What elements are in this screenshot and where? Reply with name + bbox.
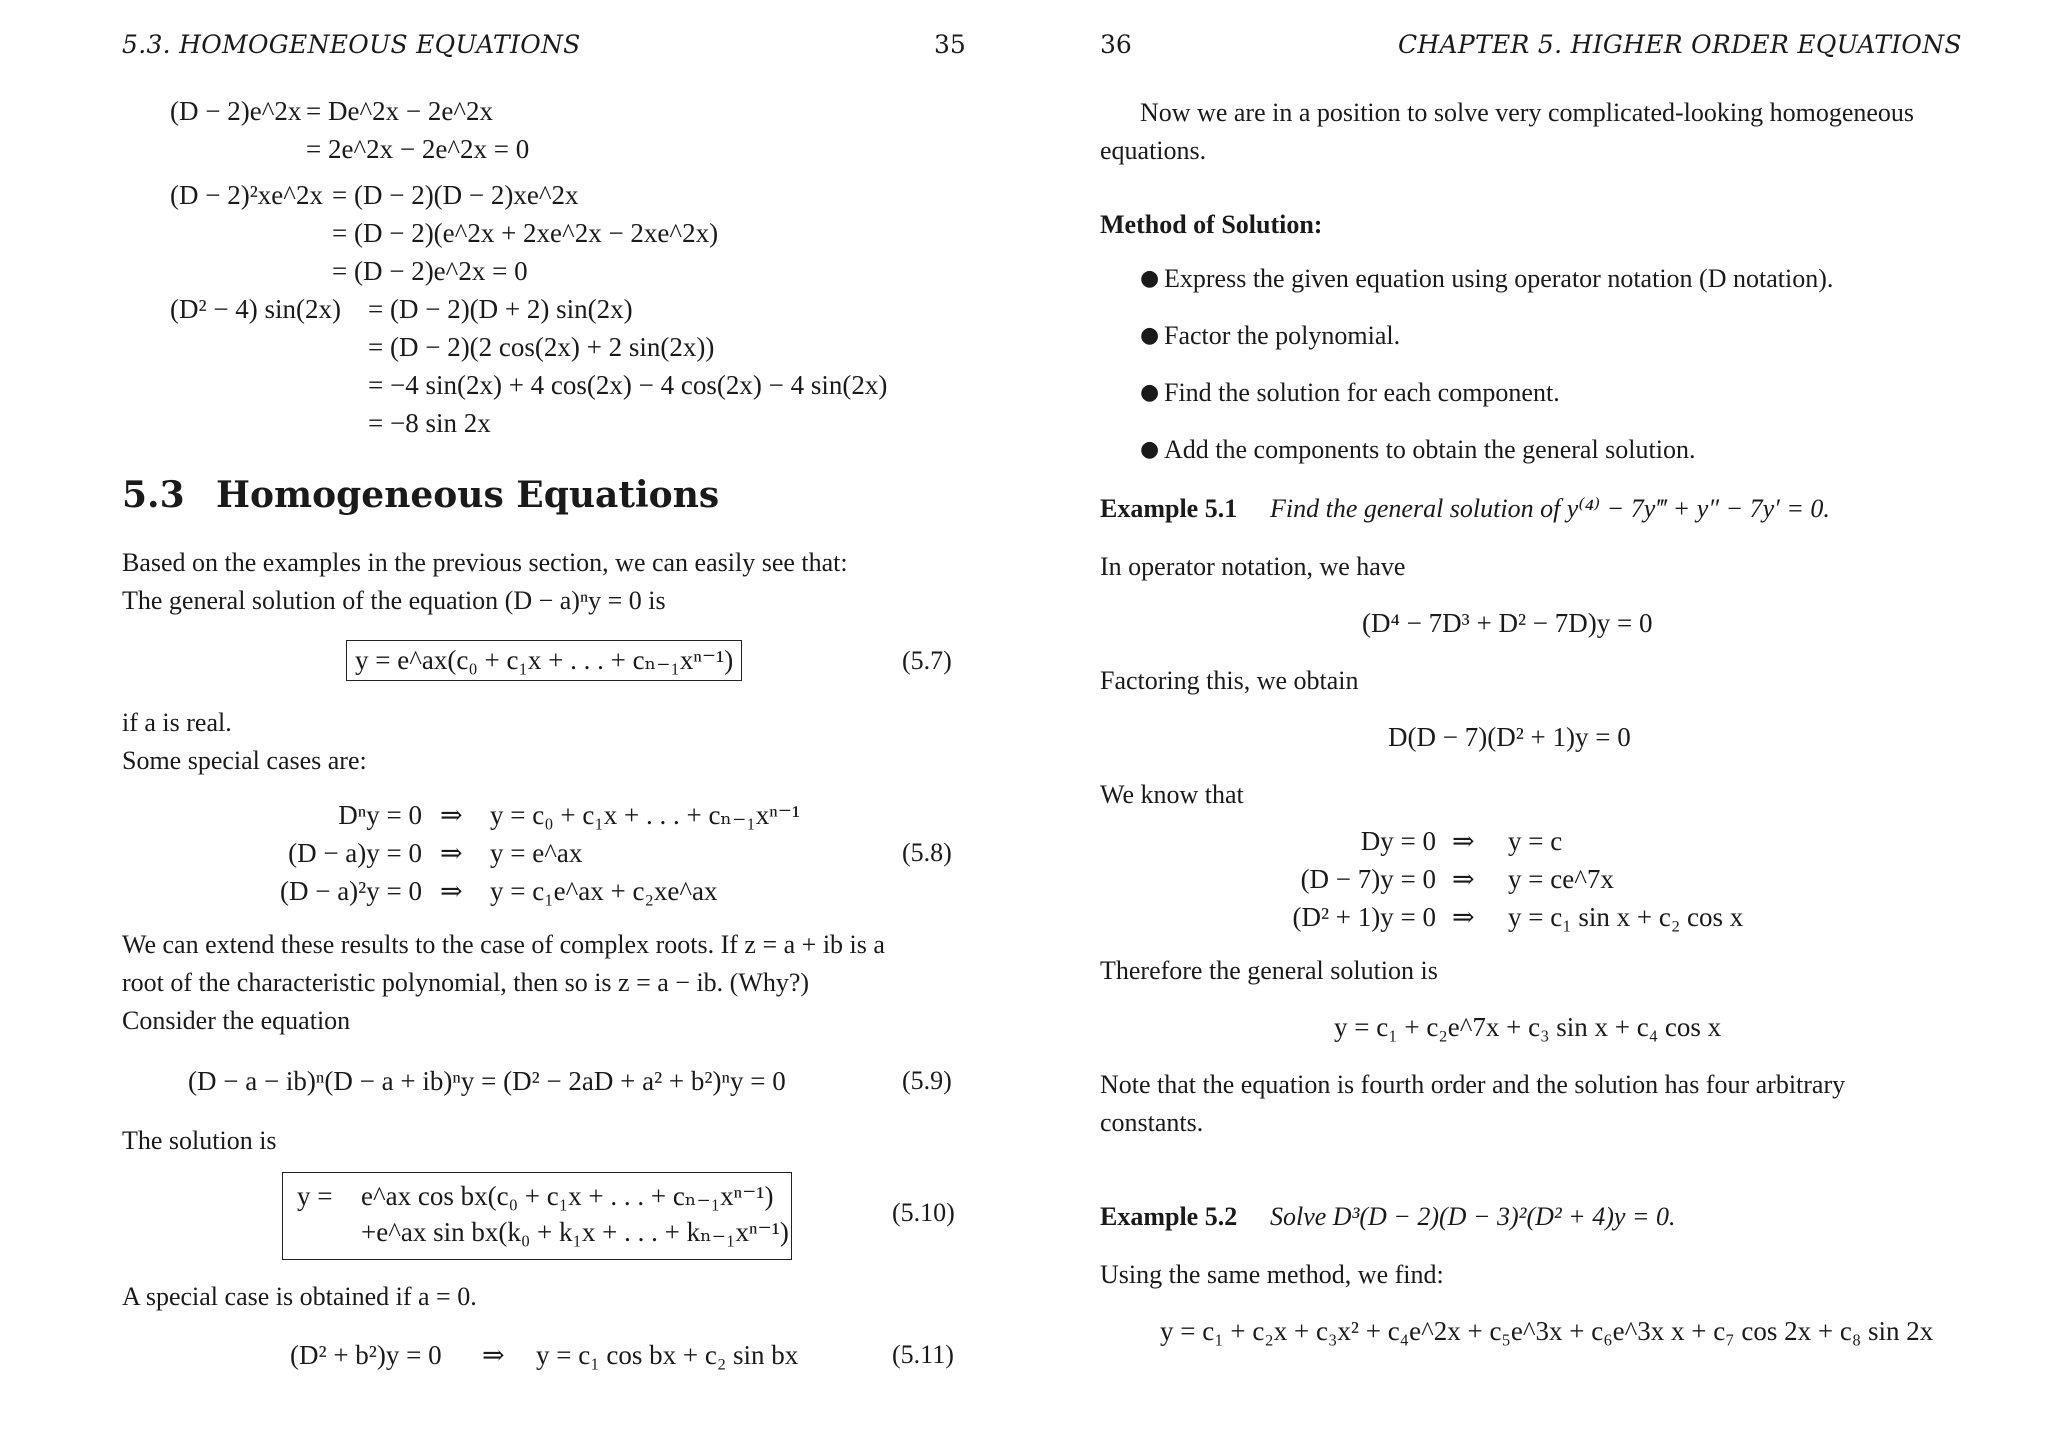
paragraph-line: Now we are in a position to solve very complicated-looking homogeneous	[1140, 98, 1915, 127]
paragraph-line: We know that	[1100, 780, 1244, 809]
eq-5-8-lhs: Dⁿy = 0	[338, 800, 422, 830]
eq-rhs-6: = (D − 2)(D + 2) sin(2x)	[368, 294, 633, 324]
paragraph-line: Some special cases are:	[122, 746, 367, 775]
eq-rhs-9: = −8 sin 2x	[368, 408, 491, 438]
implies-icon: ⇒	[440, 876, 463, 906]
bullet-item: Find the solution for each component.	[1164, 378, 1560, 407]
example-statement: Find the general solution of y⁽⁴⁾ − 7y‴ + y″ − 7y′ = 0.	[1270, 494, 1830, 523]
known-lhs: (D² + 1)y = 0	[1292, 902, 1436, 932]
known-rhs: y = c	[1508, 826, 1563, 856]
paragraph-line: In operator notation, we have	[1100, 552, 1406, 581]
paragraph-line: A special case is obtained if a = 0.	[122, 1282, 477, 1311]
eq-5-8-rhs: y = e^ax	[490, 838, 583, 868]
implies-icon: ⇒	[440, 800, 463, 830]
known-lhs: (D − 7)y = 0	[1300, 864, 1436, 894]
method-heading: Method of Solution:	[1100, 210, 1323, 239]
running-header-right: CHAPTER 5. HIGHER ORDER EQUATIONS	[1398, 30, 1962, 59]
eq-lhs-6: (D² − 4) sin(2x)	[170, 294, 342, 324]
eq-5-8-rhs: y = c₀ + c₁x + . . . + cₙ₋₁xⁿ⁻¹	[490, 800, 801, 830]
known-rhs: y = ce^7x	[1508, 864, 1614, 894]
example-label: Example 5.1	[1100, 494, 1238, 523]
paragraph-line: We can extend these results to the case of complex roots. If z = a + ib is a	[122, 930, 885, 959]
eq-rhs-5: = (D − 2)e^2x = 0	[332, 256, 528, 286]
paragraph-line: constants.	[1100, 1108, 1204, 1137]
eq-rhs-7: = (D − 2)(2 cos(2x) + 2 sin(2x))	[368, 332, 715, 362]
known-lhs: Dy = 0	[1360, 826, 1436, 856]
eq-5-8-lhs: (D − a)y = 0	[288, 838, 422, 868]
paragraph-line: root of the characteristic polynomial, then so is z = a − ib. (Why?)	[122, 968, 810, 997]
page-number-right: 36	[1100, 30, 1132, 59]
bullet-item: Factor the polynomial.	[1164, 321, 1401, 350]
eq-lhs-3: (D − 2)²xe^2x	[170, 180, 323, 210]
page-number-left: 35	[934, 30, 966, 59]
equation-number: (5.9)	[902, 1066, 952, 1095]
eq-5-10-line1: e^ax cos bx(c₀ + c₁x + . . . + cₙ₋₁xⁿ⁻¹)	[361, 1181, 774, 1211]
bullet-icon: ●	[1140, 380, 1160, 405]
bullet-icon: ●	[1140, 323, 1160, 348]
equation-operator: (D⁴ − 7D³ + D² − 7D)y = 0	[1362, 608, 1653, 638]
implies-icon: ⇒	[482, 1340, 505, 1370]
paragraph-line: Therefore the general solution is	[1100, 956, 1438, 985]
eq-rhs-3: = (D − 2)(D − 2)xe^2x	[332, 180, 579, 210]
bullet-item: Express the given equation using operator notation (D notation).	[1164, 264, 1834, 293]
paragraph-line: Factoring this, we obtain	[1100, 666, 1359, 695]
eq-rhs-8: = −4 sin(2x) + 4 cos(2x) − 4 cos(2x) − 4 sin(2x)	[368, 370, 888, 400]
equation-number: (5.11)	[892, 1340, 954, 1369]
implies-icon: ⇒	[1452, 902, 1475, 932]
equation-general: y = c₁ + c₂e^7x + c₃ sin x + c₄ cos x	[1334, 1012, 1722, 1042]
example-label: Example 5.2	[1100, 1202, 1238, 1231]
implies-icon: ⇒	[1452, 826, 1475, 856]
paragraph-line: The solution is	[122, 1126, 277, 1155]
eq-5-10-line2: +e^ax sin bx(k₀ + k₁x + . . . + kₙ₋₁xⁿ⁻¹)	[361, 1217, 789, 1247]
section-number: 5.3	[122, 474, 185, 516]
equation-factored: D(D − 7)(D² + 1)y = 0	[1388, 722, 1631, 752]
paragraph-line: Consider the equation	[122, 1006, 351, 1035]
bullet-item: Add the components to obtain the general solution.	[1164, 435, 1696, 464]
eq-5-8-rhs: y = c₁e^ax + c₂xe^ax	[490, 876, 718, 906]
equation-number: (5.10)	[892, 1198, 955, 1227]
boxed-equation-5-10	[282, 1172, 792, 1260]
eq-5-11-lhs: (D² + b²)y = 0	[290, 1340, 442, 1370]
equation-5-9: (D − a − ib)ⁿ(D − a + ib)ⁿy = (D² − 2aD + a² + b²)ⁿy = 0	[188, 1066, 786, 1096]
equation-example-2: y = c₁ + c₂x + c₃x² + c₄e^2x + c₅e^3x + c₆e^3x x + c₇ cos 2x + c₈ sin 2x	[1160, 1316, 1934, 1346]
paragraph-line: The general solution of the equation (D − a)ⁿy = 0 is	[122, 586, 666, 615]
section-title: Homogeneous Equations	[216, 474, 720, 516]
paragraph-line: if a is real.	[122, 708, 232, 737]
eq-5-10-y: y =	[297, 1181, 333, 1211]
eq-lhs-1: (D − 2)e^2x	[170, 96, 302, 126]
example-statement: Solve D³(D − 2)(D − 3)²(D² + 4)y = 0.	[1270, 1202, 1676, 1231]
paragraph-line: Using the same method, we find:	[1100, 1260, 1444, 1289]
running-header-left: 5.3. HOMOGENEOUS EQUATIONS	[122, 30, 581, 59]
right-page	[1024, 0, 2048, 1448]
equation-number: (5.8)	[902, 838, 952, 867]
eq-5-8-lhs: (D − a)²y = 0	[279, 876, 422, 906]
paragraph-line: Based on the examples in the previous section, we can easily see that:	[122, 548, 848, 577]
boxed-equation-5-7: y = e^ax(c₀ + c₁x + . . . + cₙ₋₁xⁿ⁻¹)	[346, 640, 742, 681]
equation-number: (5.7)	[902, 646, 952, 675]
eq-5-11-rhs: y = c₁ cos bx + c₂ sin bx	[536, 1340, 799, 1370]
implies-icon: ⇒	[440, 838, 463, 868]
bullet-icon: ●	[1140, 437, 1160, 462]
paragraph-line: equations.	[1100, 136, 1207, 165]
eq-rhs-1: = De^2x − 2e^2x	[306, 96, 494, 126]
implies-icon: ⇒	[1452, 864, 1475, 894]
known-rhs: y = c₁ sin x + c₂ cos x	[1508, 902, 1744, 932]
eq-rhs-4: = (D − 2)(e^2x + 2xe^2x − 2xe^2x)	[332, 218, 719, 248]
eq-rhs-2: = 2e^2x − 2e^2x = 0	[306, 134, 530, 164]
paragraph-line: Note that the equation is fourth order and the solution has four arbitrary	[1100, 1070, 1846, 1099]
bullet-icon: ●	[1140, 266, 1160, 291]
